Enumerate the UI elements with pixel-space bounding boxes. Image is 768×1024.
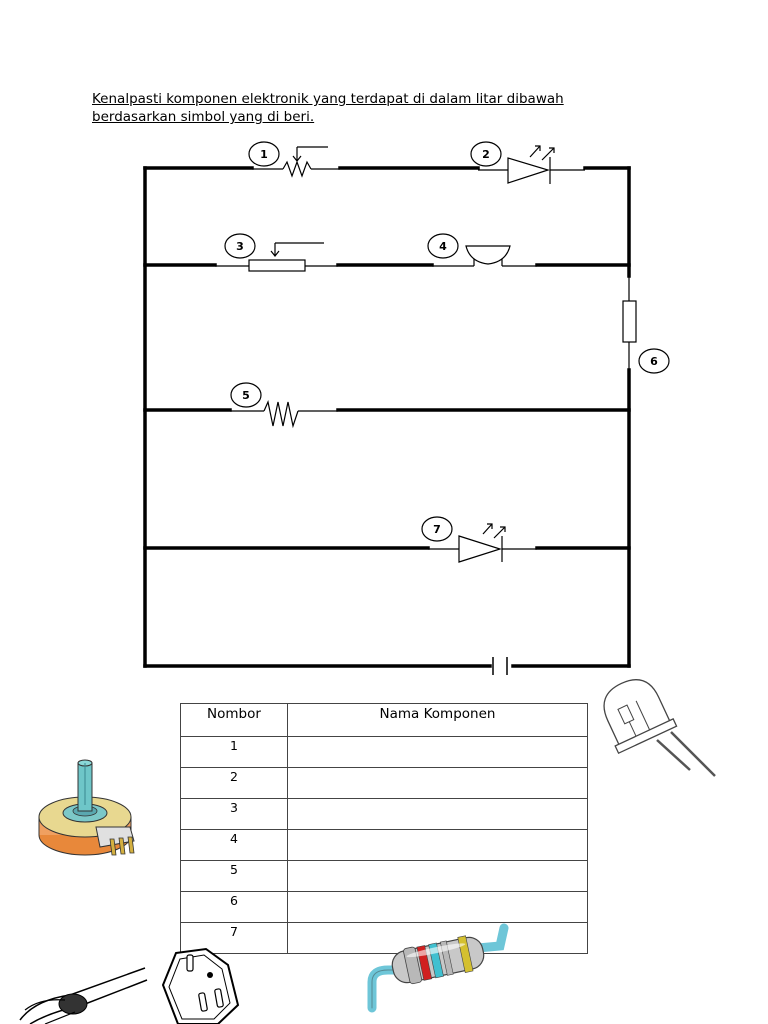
instruction-line-1: Kenalpasti komponen elektronik yang terdapat di dalam litar dibawah bbox=[92, 91, 564, 107]
label-6 bbox=[639, 349, 669, 373]
table-row bbox=[181, 768, 588, 799]
label-2-text: 2 bbox=[482, 148, 490, 161]
row-answer-cell[interactable] bbox=[288, 737, 588, 768]
label-4-text: 4 bbox=[439, 240, 447, 253]
row-answer-cell[interactable] bbox=[288, 799, 588, 830]
label-6-text: 6 bbox=[650, 355, 658, 368]
label-2 bbox=[471, 142, 501, 166]
battery-symbol bbox=[493, 657, 507, 675]
header-nama-komponen: Nama Komponen bbox=[288, 704, 588, 737]
component-6-fixed-resistor bbox=[623, 276, 636, 370]
row-answer-cell[interactable] bbox=[288, 830, 588, 861]
label-1 bbox=[249, 142, 279, 166]
label-5-text: 5 bbox=[242, 389, 250, 402]
row-number: 1 bbox=[181, 737, 288, 768]
row-number: 7 bbox=[181, 923, 288, 954]
table-row bbox=[181, 861, 588, 892]
pliers-illustration bbox=[15, 960, 150, 1024]
answer-table bbox=[180, 703, 588, 954]
component-labels bbox=[225, 142, 669, 541]
resistor-illustration bbox=[358, 918, 518, 1018]
label-1-text: 1 bbox=[260, 148, 268, 161]
table-row bbox=[181, 799, 588, 830]
label-7-text: 7 bbox=[433, 523, 441, 536]
table-header-row bbox=[181, 704, 588, 737]
label-3 bbox=[225, 234, 255, 258]
row-answer-cell[interactable] bbox=[288, 861, 588, 892]
label-7 bbox=[422, 517, 452, 541]
table-row bbox=[181, 830, 588, 861]
row-number: 3 bbox=[181, 799, 288, 830]
row-number: 6 bbox=[181, 892, 288, 923]
row-number: 4 bbox=[181, 830, 288, 861]
plug-illustration bbox=[158, 945, 248, 1024]
row-number: 2 bbox=[181, 768, 288, 799]
header-nombor: Nombor bbox=[181, 704, 288, 737]
row-number: 5 bbox=[181, 861, 288, 892]
led-illustration bbox=[595, 668, 725, 783]
label-4 bbox=[428, 234, 458, 258]
instruction-line-2: berdasarkan simbol yang di beri. bbox=[92, 109, 315, 125]
table-row bbox=[181, 737, 588, 768]
row-answer-cell[interactable] bbox=[288, 768, 588, 799]
label-5 bbox=[231, 383, 261, 407]
label-3-text: 3 bbox=[236, 240, 244, 253]
potentiometer-illustration bbox=[30, 755, 145, 870]
